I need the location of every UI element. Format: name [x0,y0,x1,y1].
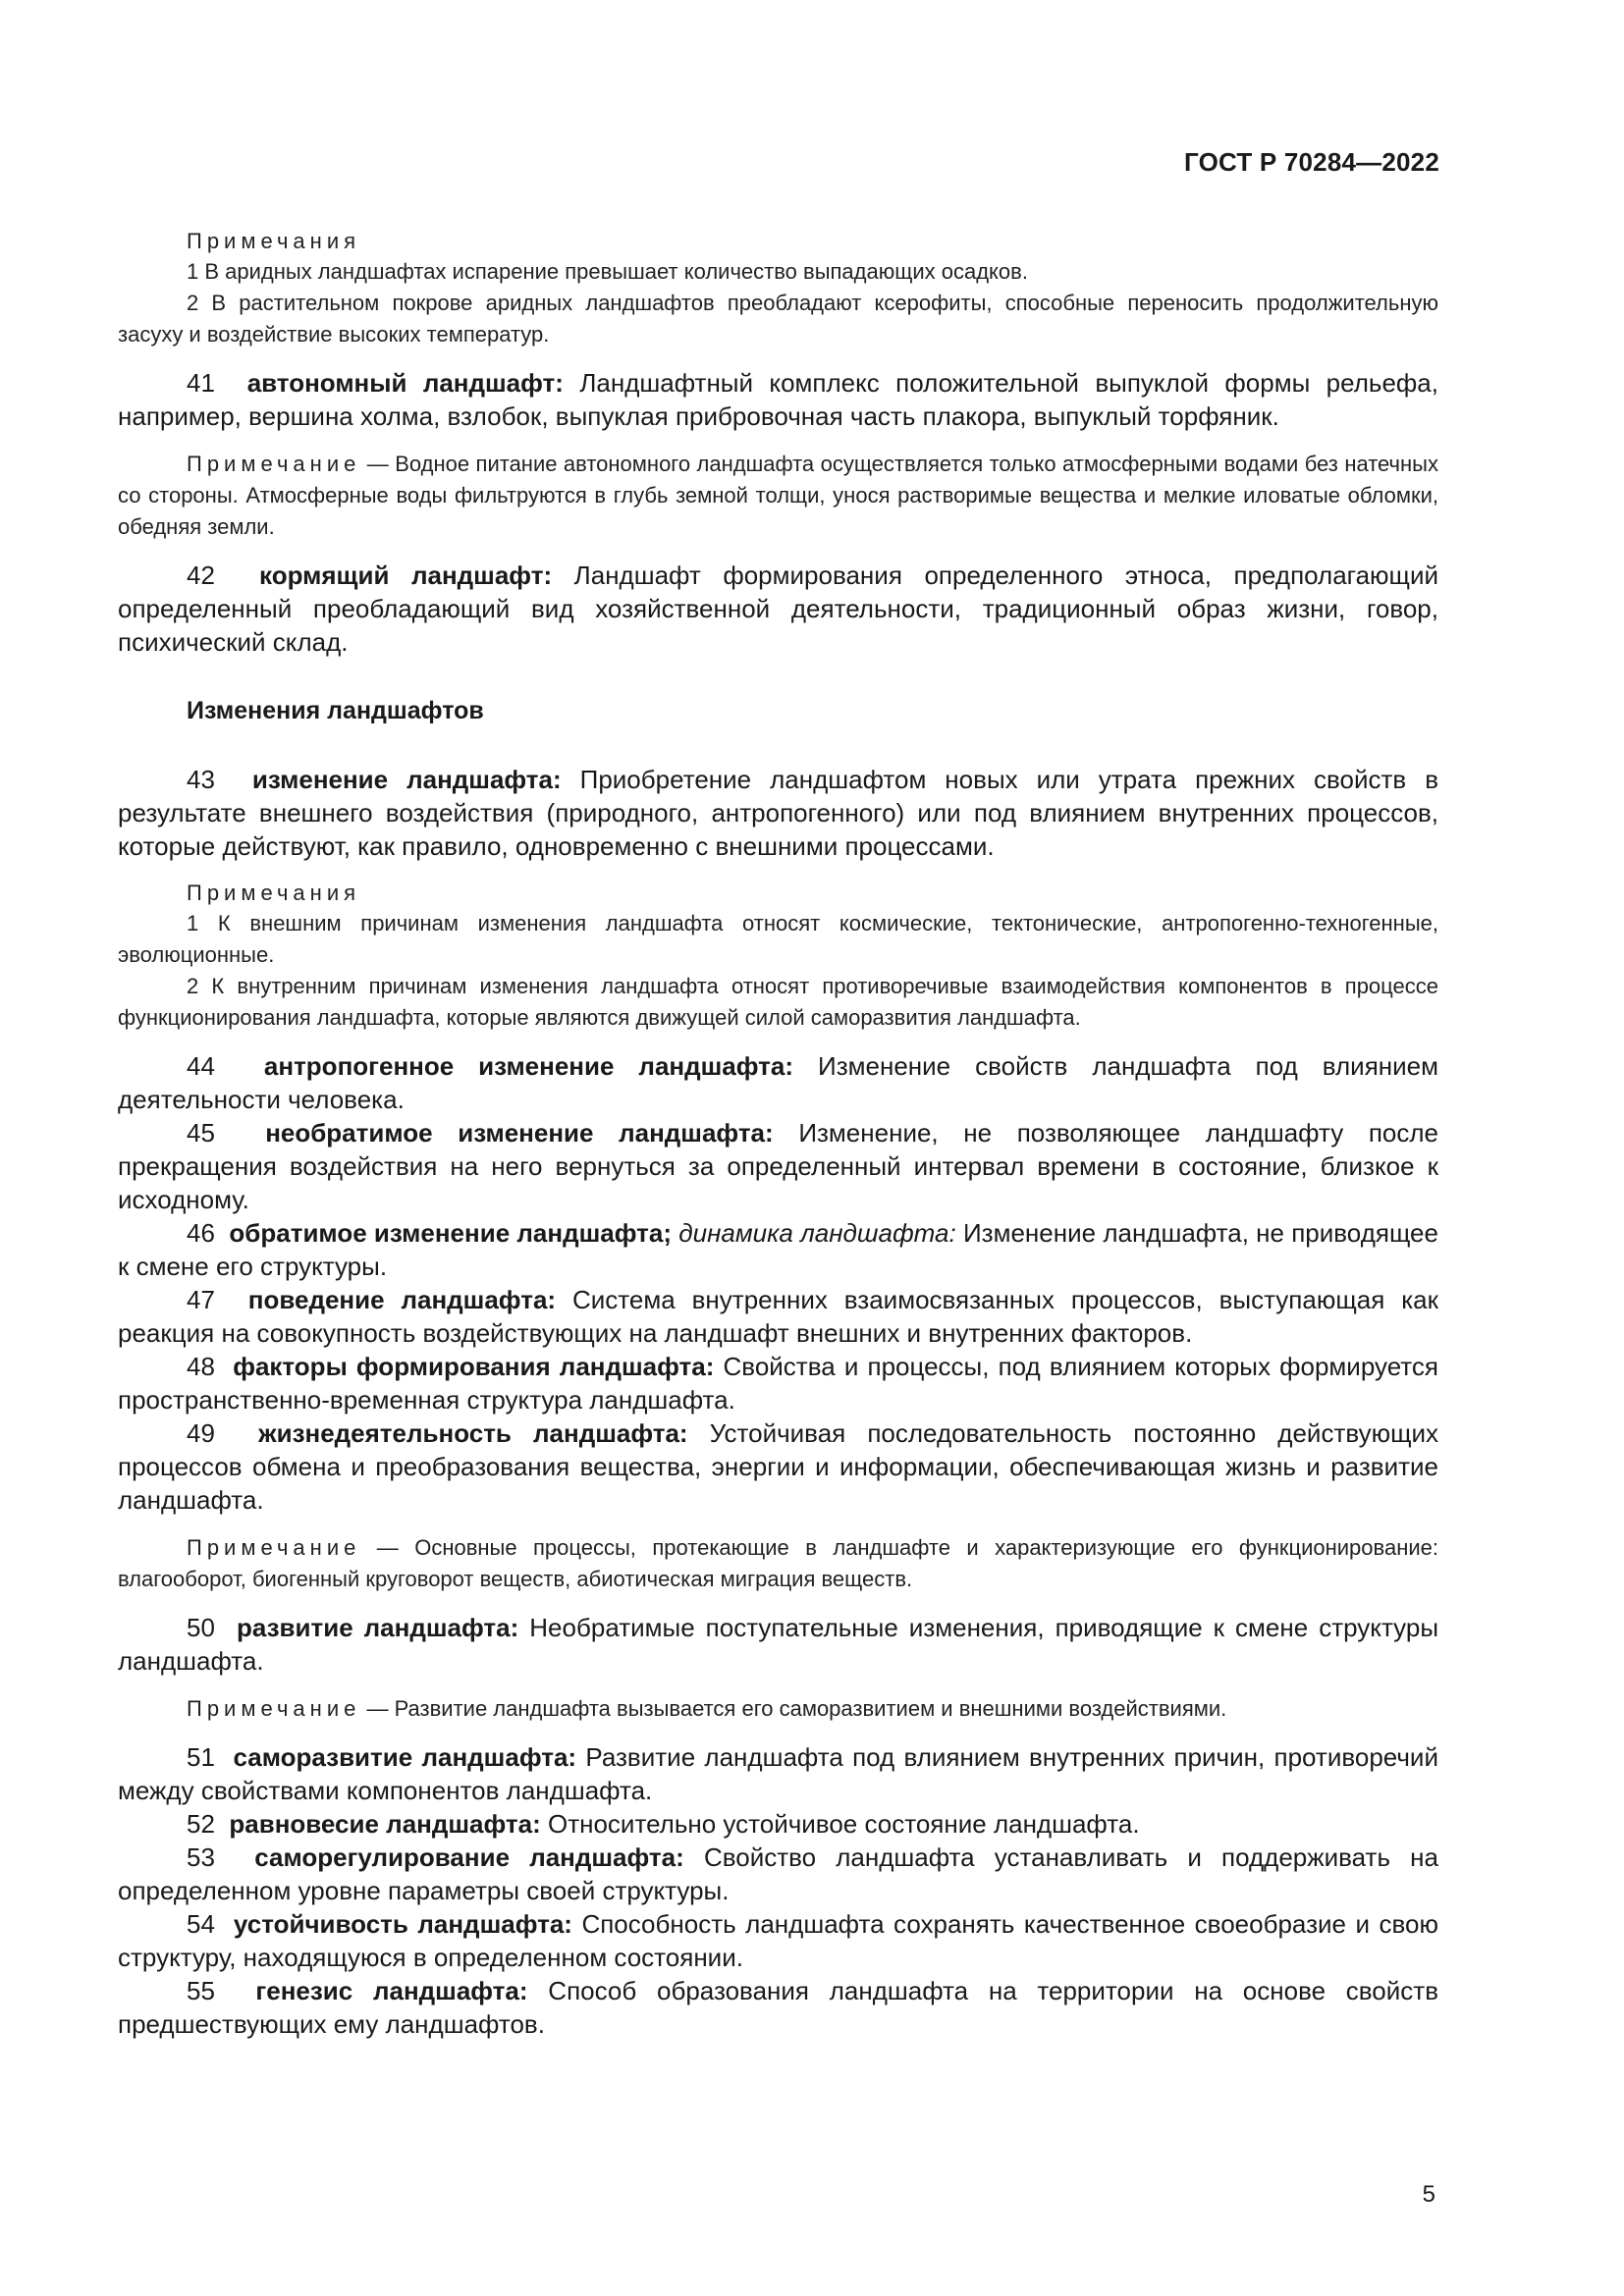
term-number: 44 [187,1051,215,1081]
term-name: равновесие ландшафта: [229,1809,541,1839]
term-name: развитие ландшафта: [236,1613,519,1642]
section-title: Изменения ландшафтов [187,697,484,724]
term-name: устойчивость ландшафта: [233,1909,572,1939]
term-name: факторы формирования ландшафта: [233,1352,715,1381]
term-number: 45 [187,1118,215,1148]
term-definition: Устойчивая последовательность постоянно действующих процессов обмена и преобразования вещества, энергии и информации, обеспечивающая жизнь и развитие ландшафта. [118,1418,1439,1515]
note-item: 1 В аридных ландшафтах испарение превышает количество выпадающих осадков. [187,259,1028,284]
term-definition: Развитие ландшафта под влиянием внутренних причин, противоречий между свойствами компонентов ландшафта. [118,1742,1438,1805]
term-definition: Ландшафт формирования определенного этноса, предполагающий определенный преобладающий вид хозяйственной деятельности, традиционный образ жизни, говор, психический склад. [118,561,1438,657]
term-45 [118,1116,1438,1216]
term-54 [118,1907,1438,1974]
term-definition: Система внутренних взаимосвязанных процессов, выступающая как реакция на совокупность воздействующих на ландшафт внешних и внутренних факторов. [118,1285,1438,1348]
term-50 [118,1611,1438,1678]
term-number: 49 [187,1418,215,1448]
term-synonym: динамика ландшафта: [678,1218,956,1248]
term-41 [118,366,1438,433]
term-44 [118,1049,1438,1116]
term-51 [118,1740,1438,1807]
term-42 [118,559,1438,659]
term-49 [118,1416,1438,1517]
term-46 [118,1216,1438,1283]
term-55 [118,1974,1438,2041]
term-name: генезис ландшафта: [255,1976,528,2005]
note-label: Примечание [187,1696,361,1721]
term-name: автономный ландшафт: [246,368,564,398]
term-name: антропогенное изменение ландшафта: [263,1051,794,1081]
notes-label: Примечания [187,229,361,253]
term-number: 54 [187,1909,215,1939]
term-number: 52 [187,1809,215,1839]
term-definition: Изменение ландшафта, не приводящее к смене его структуры. [118,1218,1438,1281]
term-52 [118,1807,1438,1841]
note-label: Примечание [187,452,361,476]
term-47 [118,1283,1438,1350]
term-number: 50 [187,1613,215,1642]
note-item: 2 В растительном покрове аридных ландшафтов преобладают ксерофиты, способные переносить продолжительную засуху и воздействие высоких температур. [118,291,1438,347]
term-number: 46 [187,1218,215,1248]
term-definition: Свойство ландшафта устанавливать и поддерживать на определенном уровне параметры своей структуры. [118,1842,1438,1905]
note-49 [118,1532,1438,1595]
term-definition: Изменение, не позволяющее ландшафту после прекращения воздействия на него вернуться за определенный интервал времени в состояние, близкое к исходному. [118,1118,1439,1214]
note-text: — Развитие ландшафта вызывается его саморазвитием и внешними воздействиями. [366,1696,1227,1721]
term-definition: Ландшафтный комплекс положительной выпуклой формы рельефа, например, вершина холма, взлобок, выпуклая прибровочная часть плакора, выпуклый торфяник. [118,368,1438,431]
term-definition: Способность ландшафта сохранять качественное своеобразие и свою структуру, находящуюся в определенном состоянии. [118,1909,1438,1972]
term-number: 55 [187,1976,215,2005]
term-number: 48 [187,1352,215,1381]
term-definition: Свойства и процессы, под влиянием которых формируется пространственно-временная структура ландшафта. [118,1352,1438,1415]
term-definition: Относительно устойчивое состояние ландшафта. [547,1809,1140,1839]
term-43 [118,763,1438,863]
term-definition: Способ образования ландшафта на территории на основе свойств предшествующих ему ландшафтов. [118,1976,1439,2039]
term-name: необратимое изменение ландшафта: [265,1118,774,1148]
term-name: саморегулирование ландшафта: [254,1842,684,1872]
note-item: 2 К внутренним причинам изменения ландшафта относят противоречивые взаимодействия компонентов в процессе функционирования ландшафта, которые являются движущей силой саморазвития ландшафта. [118,974,1438,1030]
term-name: жизнедеятельность ландшафта: [258,1418,688,1448]
term-definition: Приобретение ландшафтом новых или утрата прежних свойств в результате внешнего воздействия (природного, антропогенного) или под влиянием внутренних процессов, которые действуют, как правило, одновременно с внешними процессами. [118,765,1439,861]
term-name: кормящий ландшафт: [259,561,553,590]
term-number: 51 [187,1742,215,1772]
term-number: 47 [187,1285,215,1314]
term-name: изменение ландшафта: [251,765,562,794]
note-item: 1 К внешним причинам изменения ландшафта относят космические, тектонические, антропогенно-техногенные, эволюционные. [118,911,1438,967]
term-definition: Необратимые поступательные изменения, приводящие к смене структуры ландшафта. [118,1613,1439,1676]
page-content [118,227,1438,2041]
term-definition: Изменение свойств ландшафта под влиянием деятельности человека. [118,1051,1439,1114]
document-header: ГОСТ Р 70284—2022 [1184,147,1439,177]
term-48 [118,1350,1438,1416]
note-text: — Водное питание автономного ландшафта осуществляется только атмосферными водами без натечных со стороны. Атмосферные воды фильтруются в глубь земной толщи, унося растворимые вещества и мелкие иловатые обломки, обедняя земли. [118,452,1438,539]
note-50 [118,1693,1438,1725]
note-text: — Основные процессы, протекающие в ландшафте и характеризующие его функционирование: влагооборот, биогенный круговорот веществ, абиотическая миграция веществ. [118,1535,1438,1591]
term-number: 53 [187,1842,215,1872]
term-name: поведение ландшафта: [247,1285,557,1314]
notes-label: Примечания [187,881,361,905]
page-number: 5 [1422,2181,1435,2208]
term-number: 41 [187,368,215,398]
term-name: саморазвитие ландшафта: [233,1742,577,1772]
note-41 [118,449,1438,543]
term-number: 43 [187,765,215,794]
term-number: 42 [187,561,215,590]
term-name: обратимое изменение ландшафта; [229,1218,672,1248]
note-label: Примечание [187,1535,361,1560]
term-53 [118,1841,1438,1907]
